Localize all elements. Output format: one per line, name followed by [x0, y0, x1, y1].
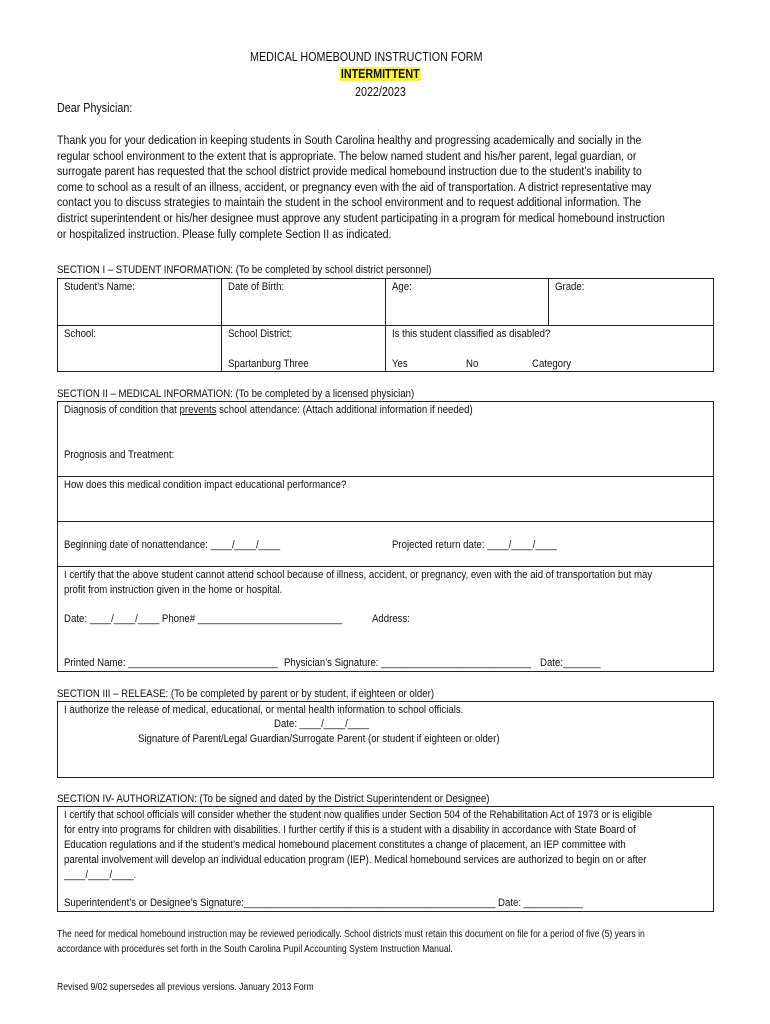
- diagnosis-underlined: prevents: [179, 404, 217, 416]
- section3-heading: SECTION III – RELEASE: (To be completed by parent or by student, if eighteen or older): [57, 688, 435, 700]
- physician-signature-field[interactable]: Physician’s Signature: ____________________________: [284, 657, 531, 669]
- diagnosis-post: school attendance: (Attach additional information if needed): [216, 404, 473, 416]
- release-signature-field[interactable]: Signature of Parent/Legal Guardian/Surrogate Parent (or student if eighteen or older): [138, 733, 500, 745]
- intro-line: Thank you for your dedication in keeping students in South Carolina healthy and progressing academically and socially in the: [57, 133, 642, 147]
- section1-col-divider: [385, 278, 386, 371]
- beginning-date-field[interactable]: Beginning date of nonattendance: ____/____/____: [64, 539, 281, 551]
- section2-heading: SECTION II – MEDICAL INFORMATION: (To be completed by a licensed physician): [57, 388, 415, 400]
- authorization-line: for entry into programs for children with disabilities. I further certify if this is a student with a disability in accordance with State Board of: [64, 824, 636, 836]
- section4-heading: SECTION IV- AUTHORIZATION: (To be signed and dated by the District Superintendent or Designee): [57, 793, 490, 805]
- release-date-field[interactable]: Date: ____/____/____: [274, 718, 370, 730]
- section1-heading: SECTION I – STUDENT INFORMATION: (To be completed by school district personnel): [57, 264, 432, 276]
- address-field[interactable]: Address:: [372, 613, 410, 625]
- authorization-line: I certify that school officials will consider whether the student now qualifies under Section 504 of the Rehabilitation Act of 1973 or is eligible: [64, 809, 653, 821]
- intro-line: surrogate parent has requested that the school district provide medical homebound instruction due to the student’s inability to: [57, 164, 642, 179]
- date-phone-field[interactable]: Date: ____/____/____ Phone# ___________________________: [64, 613, 343, 625]
- intro-line: regular school environment to the extent that is appropriate. The below named student and his/her parent, legal guardian, or: [57, 148, 637, 163]
- certify-line: I certify that the above student cannot attend school because of illness, accident, or pregnancy, even with the aid of transportation but may: [64, 569, 653, 581]
- intro-line: come to school as a result of an illness, accident, or pregnancy even with the aid of transportation. A district representative may: [57, 179, 652, 194]
- form-year: 2022/2023: [355, 85, 406, 99]
- section2-divider: [57, 566, 714, 567]
- section1-col-divider: [548, 278, 549, 326]
- disabled-no-option[interactable]: No: [466, 358, 479, 370]
- salutation: Dear Physician:: [57, 101, 133, 115]
- school-district-value: Spartanburg Three: [228, 358, 309, 370]
- form-subtitle: [340, 67, 421, 81]
- revision-note: Revised 9/02 supersedes all previous versions. January 2013 Form: [57, 982, 314, 993]
- disabled-yes-option[interactable]: Yes: [392, 358, 408, 370]
- form-title: MEDICAL HOMEBOUND INSTRUCTION FORM: [250, 50, 483, 64]
- section2-divider: [57, 521, 714, 522]
- certify-line: profit from instruction given in the home or hospital.: [64, 584, 283, 596]
- footnote-line: The need for medical homebound instruction may be reviewed periodically. School districts must retain this document on file for a period of five (5) years in: [57, 929, 645, 940]
- intro-paragraph: [57, 133, 711, 242]
- intro-line: or hospitalized instruction. Please fully complete Section II as indicated.: [57, 226, 392, 241]
- superintendent-signature-field[interactable]: Superintendent’s or Designee’s Signature:_______________________________________________ Date: ___________: [64, 897, 583, 909]
- authorization-date-line[interactable]: ____/____/____.: [64, 869, 137, 881]
- students-name-label: Student’s Name:: [64, 281, 135, 293]
- authorization-line: Education regulations and if the student’s medical homebound placement constitutes a change of placement, an IEP committee with: [64, 839, 626, 851]
- intro-line: contact you to discuss strategies to maintain the student in the school environment and to request additional information. The: [57, 195, 642, 210]
- form-subtitle-highlight: INTERMITTENT: [340, 67, 420, 81]
- authorization-line: parental involvement will develop an individual education program (IEP). Medical homebound services are authorized to begin on or after: [64, 854, 647, 866]
- diagnosis-pre: Diagnosis of condition that: [64, 404, 180, 416]
- impact-label: How does this medical condition impact educational performance?: [64, 479, 347, 491]
- section1-col-divider: [221, 278, 222, 371]
- authorization-paragraph: [64, 808, 652, 883]
- section2-box: [57, 401, 714, 672]
- physician-date-field[interactable]: Date:_______: [540, 657, 601, 669]
- release-authorization-text: I authorize the release of medical, educational, or mental health information to school officials.: [64, 704, 464, 716]
- footnote-line: accordance with procedures set forth in the South Carolina Pupil Accounting System Instruction Manual.: [57, 944, 453, 955]
- date-of-birth-label: Date of Birth:: [228, 281, 285, 293]
- disabled-category-option[interactable]: Category: [532, 358, 572, 370]
- footnote: [57, 927, 645, 957]
- printed-name-field[interactable]: Printed Name: ____________________________: [64, 657, 279, 669]
- age-label: Age:: [392, 281, 412, 293]
- intro-line: district superintendent or his/her designee must approve any student participating in a program for medical homebound instruction: [57, 210, 665, 225]
- section2-divider: [57, 476, 714, 477]
- grade-label: Grade:: [555, 281, 585, 293]
- projected-return-field[interactable]: Projected return date: ____/____/____: [392, 539, 557, 551]
- certify-paragraph: [64, 568, 652, 598]
- disabled-question: Is this student classified as disabled?: [392, 328, 551, 340]
- school-district-label: School District:: [228, 328, 293, 340]
- diagnosis-label: [64, 404, 473, 416]
- school-label: School:: [64, 328, 97, 340]
- prognosis-label: Prognosis and Treatment:: [64, 449, 175, 461]
